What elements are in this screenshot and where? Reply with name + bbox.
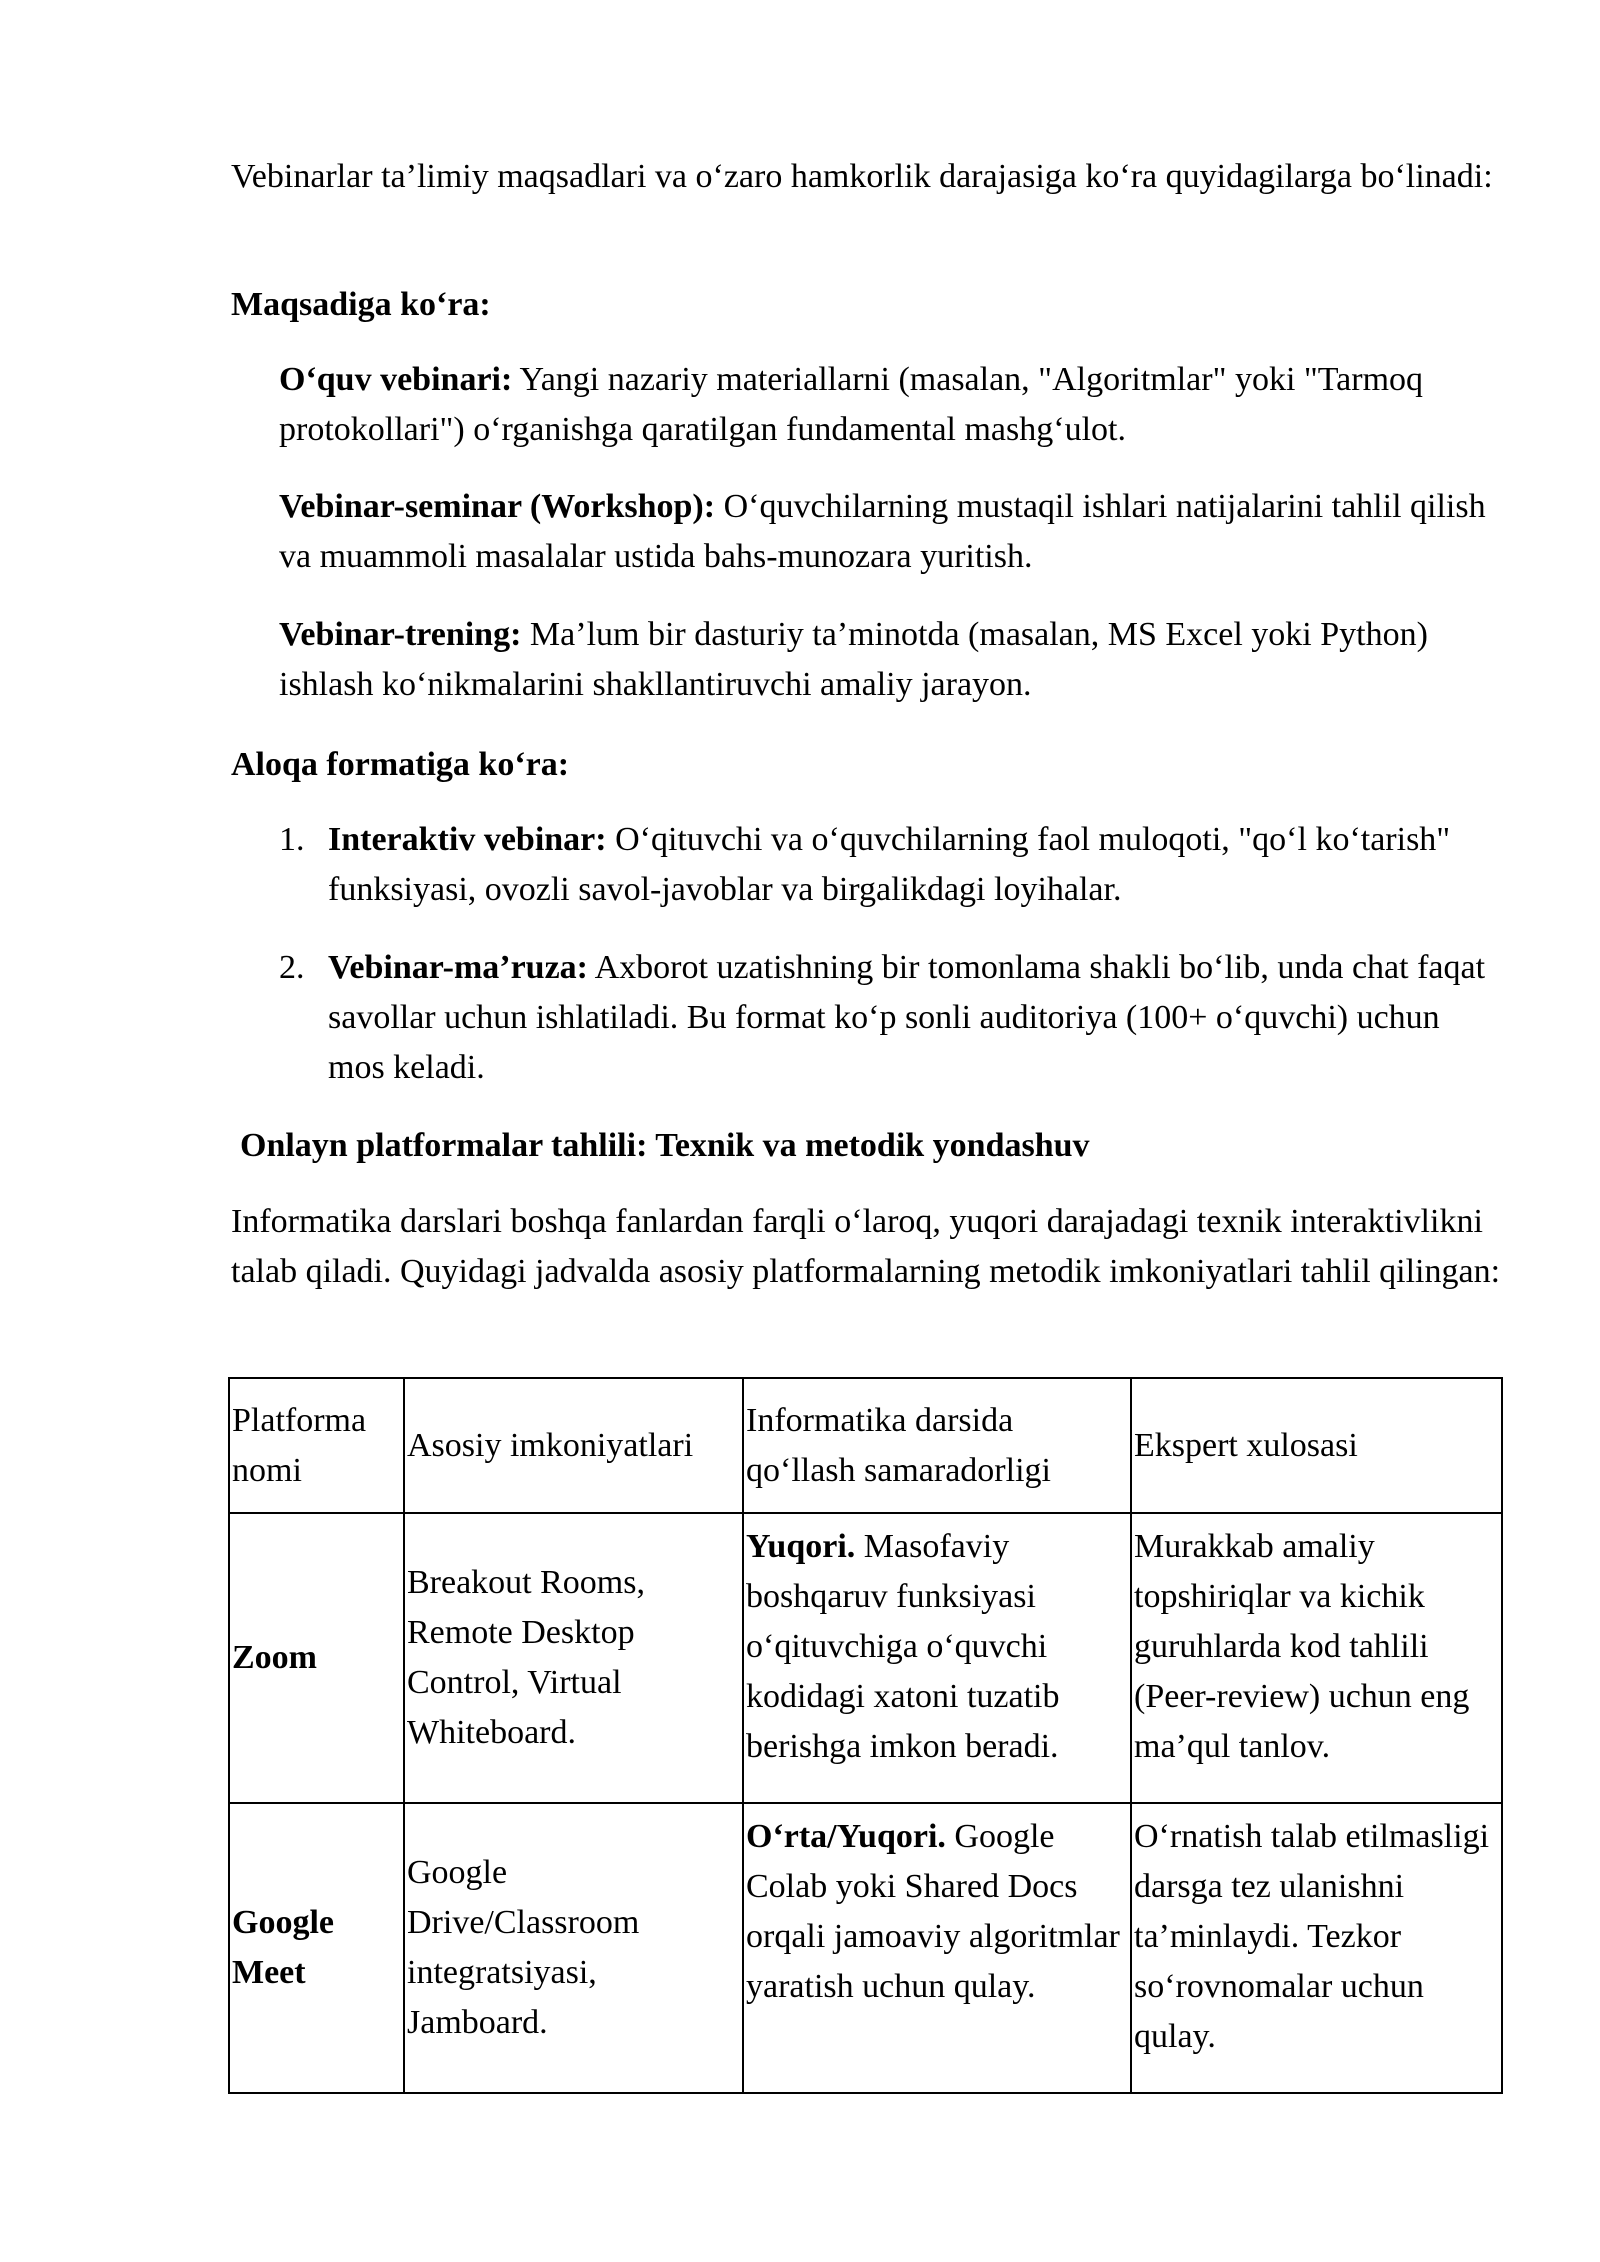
purpose-item	[279, 355, 1489, 455]
table-header-cell: Asosiy imkoniyatlari	[404, 1378, 743, 1513]
format-heading: Aloqa formatiga ko‘ra:	[231, 746, 570, 783]
effectiveness-level: O‘rta/Yuqori.	[746, 1818, 946, 1855]
conclusion-cell: O‘rnatish talab etilmasligi darsga tez ulanishni ta’minlaydi. Tezkor so‘rovnomalar uchun qulay.	[1131, 1803, 1502, 2093]
effectiveness-level: Yuqori.	[746, 1528, 856, 1565]
list-item-text	[328, 943, 1498, 1093]
list-number: 2.	[279, 949, 305, 986]
purpose-heading: Maqsadiga ko‘ra:	[231, 286, 491, 323]
effectiveness-text: Masofaviy boshqaruv funksiyasi o‘qituvchiga o‘quvchi kodidagi xatoni tuzatib berishga imkon beradi.	[746, 1528, 1060, 1765]
format-item-term: Interaktiv vebinar:	[328, 821, 607, 858]
platforms-table	[228, 1377, 1503, 2094]
platforms-heading: Onlayn platformalar tahlili: Texnik va metodik yondashuv	[240, 1127, 1090, 1164]
table-header-cell: Platforma nomi	[229, 1378, 404, 1513]
list-number: 1.	[279, 821, 305, 858]
effectiveness-cell	[743, 1803, 1131, 2093]
table-header-row	[229, 1378, 1502, 1513]
format-item-text: O‘qituvchi va o‘quvchilarning faol muloqoti, "qo‘l ko‘tarish" funksiyasi, ovozli savol-javoblar va birgalikdagi loyihalar.	[328, 821, 1451, 908]
format-item-term: Vebinar-ma’ruza:	[328, 949, 588, 986]
effectiveness-text: Google Colab yoki Shared Docs orqali jamoaviy algoritmlar yaratish uchun qulay.	[746, 1818, 1120, 2005]
purpose-item-term: Vebinar-seminar (Workshop):	[279, 488, 716, 525]
purpose-item	[279, 610, 1489, 710]
list-item-text	[328, 815, 1498, 915]
table-row	[229, 1513, 1502, 1803]
purpose-item-term: O‘quv vebinari:	[279, 361, 513, 398]
purpose-item-term: Vebinar-trening:	[279, 616, 522, 653]
features-cell: Google Drive/Classroom integratsiyasi, Jamboard.	[404, 1803, 743, 2093]
conclusion-cell: Murakkab amaliy topshiriqlar va kichik guruhlarda kod tahlili (Peer-review) uchun eng ma’qul tanlov.	[1131, 1513, 1502, 1803]
effectiveness-cell	[743, 1513, 1131, 1803]
platforms-paragraph: Informatika darslari boshqa fanlardan farqli o‘laroq, yuqori darajadagi texnik interaktivlikni talab qiladi. Quyidagi jadvalda asosiy platformalarning metodik imkoniyatlari tahlil qilingan:	[231, 1203, 1501, 1290]
platform-name-cell: Google Meet	[229, 1803, 404, 2093]
purpose-item-text: O‘quvchilarning mustaqil ishlari natijalarini tahlil qilish va muammoli masalalar ustida bahs-munozara yuritish.	[279, 488, 1486, 575]
features-cell: Breakout Rooms, Remote Desktop Control, Virtual Whiteboard.	[404, 1513, 743, 1803]
intro-paragraph: Vebinarlar ta’limiy maqsadlari va o‘zaro hamkorlik darajasiga ko‘ra quyidagilarga bo‘linadi:	[231, 158, 1493, 195]
format-item-text: Axborot uzatishning bir tomonlama shakli bo‘lib, unda chat faqat savollar uchun ishlatiladi. Bu format ko‘p sonli auditoriya (100+ o‘quvchi) uchun mos keladi.	[328, 949, 1486, 1086]
table-header-cell: Informatika darsida qo‘llash samaradorligi	[743, 1378, 1131, 1513]
purpose-item	[279, 482, 1489, 582]
purpose-item-text: Ma’lum bir dasturiy ta’minotda (masalan, MS Excel yoki Python) ishlash ko‘nikmalarini shakllantiruvchi amaliy jarayon.	[279, 616, 1428, 703]
table-row	[229, 1803, 1502, 2093]
table-header-cell: Ekspert xulosasi	[1131, 1378, 1502, 1513]
purpose-item-text: Yangi nazariy materiallarni (masalan, "Algoritmlar" yoki "Tarmoq protokollari") o‘rganishga qaratilgan fundamental mashg‘ulot.	[279, 361, 1424, 448]
platform-name-cell: Zoom	[229, 1513, 404, 1803]
